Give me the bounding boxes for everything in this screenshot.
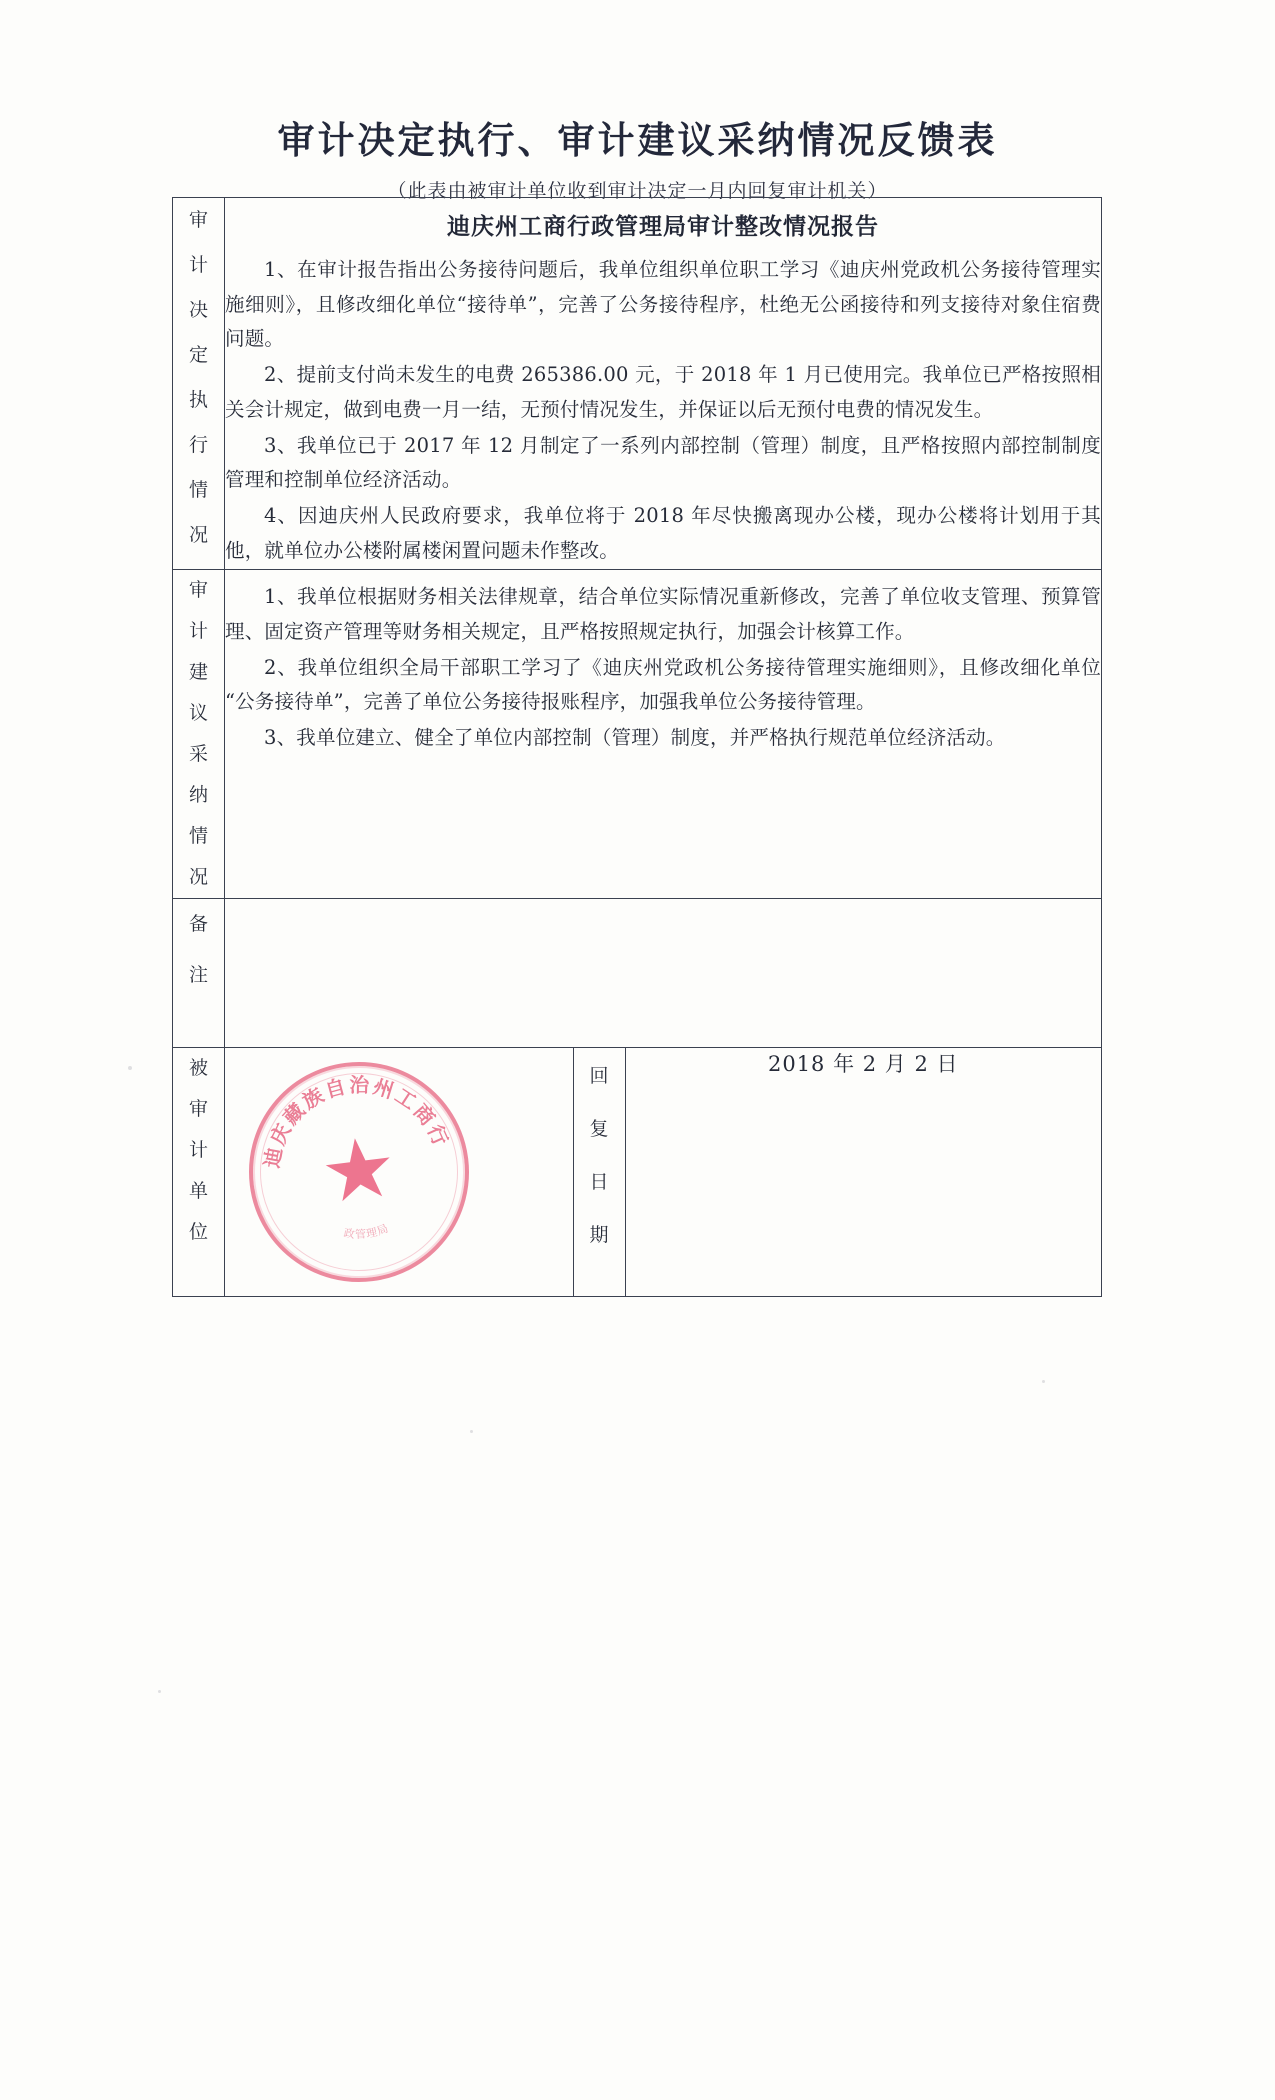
reply-date-label: [573, 1048, 625, 1296]
vertical-label-stack: [574, 1048, 625, 1260]
red-star-icon: [322, 1135, 396, 1209]
paragraph: 3、我单位建立、健全了单位内部控制（管理）制度，并严格执行规范单位经济活动。: [264, 726, 1006, 750]
label-char: 况: [188, 866, 208, 889]
table-row-remarks: [173, 899, 1102, 1048]
table-row-audited-unit: [173, 1048, 1102, 1297]
report-heading: 迪庆州工商行政管理局审计整改情况报告: [447, 213, 879, 240]
vertical-label-stack: [173, 1048, 224, 1253]
label-char: 计: [188, 620, 208, 643]
row-label-audit-suggestion-adoption: [173, 570, 225, 899]
label-char: 情: [188, 479, 208, 501]
scan-speck: [1042, 1380, 1045, 1383]
title-block: [0, 118, 1275, 203]
cell-audit-decision-execution-content: [225, 198, 1102, 570]
vertical-label-stack: [173, 198, 224, 558]
label-char: 审: [188, 209, 208, 231]
label-char: 议: [188, 702, 208, 725]
label-char: 位: [188, 1221, 208, 1244]
label-char: 复: [589, 1118, 609, 1141]
label-char: 计: [188, 1139, 208, 1162]
reply-date-value[interactable]: 2018 年 2 月 2 日: [767, 1052, 959, 1077]
scan-speck: [158, 1690, 161, 1693]
seal-bottom-text-svg: [241, 1054, 477, 1290]
label-char: 行: [188, 434, 208, 456]
table-row-audit-decision-execution: [173, 198, 1102, 570]
row-label-remarks: [173, 899, 225, 1048]
table-row-audit-suggestion-adoption: [173, 570, 1102, 899]
label-char: 纳: [188, 784, 208, 807]
label-char: 情: [188, 825, 208, 848]
label-char: 采: [188, 743, 208, 766]
cell-signature-area: [225, 1048, 1102, 1297]
cell-remarks-content[interactable]: [225, 899, 1102, 1048]
cell-audit-suggestion-adoption-content: [225, 570, 1102, 899]
feedback-form-table: [172, 197, 1102, 1297]
label-char: 定: [188, 344, 208, 366]
vertical-label-stack: [173, 570, 224, 898]
label-char: 审: [188, 579, 208, 602]
label-char: 建: [188, 661, 208, 684]
label-char: 决: [188, 299, 208, 321]
label-char: 注: [188, 964, 208, 987]
scan-speck: [128, 1066, 132, 1070]
paragraph: 1、我单位根据财务相关法律规章，结合单位实际情况重新修改，完善了单位收支管理、预算管理、固定资产管理等财务相关规定，且严格按照规定执行，加强会计核算工作。: [225, 585, 1101, 644]
seal-arc-text: 迪庆藏族自治州工商行: [259, 1073, 454, 1170]
label-char: 审: [188, 1098, 208, 1121]
label-char: 况: [188, 524, 208, 546]
paragraph: 3、我单位已于 2017 年 12 月制定了一系列内部控制（管理）制度，且严格按照内部控制制度管理和控制单位经济活动。: [225, 433, 1101, 492]
vertical-label-stack: [173, 899, 224, 1001]
label-char: 单: [188, 1180, 208, 1203]
label-char: 期: [589, 1224, 609, 1247]
page-subtitle: （此表由被审计单位收到审计决定一月内回复审计机关）: [387, 180, 888, 203]
page-title: 审计决定执行、审计建议采纳情况反馈表: [277, 118, 998, 162]
official-seal-cell: [225, 1048, 573, 1296]
label-char: 回: [589, 1065, 609, 1088]
label-char: 执: [188, 389, 208, 411]
paragraph: 2、我单位组织全局干部职工学习了《迪庆州党政机公务接待管理实施细则》，且修改细化单位“公务接待单”，完善了单位公务接待报账程序，加强我单位公务接待管理。: [225, 655, 1101, 714]
label-char: 被: [188, 1057, 208, 1080]
paragraph: 1、在审计报告指出公务接待问题后，我单位组织单位职工学习《迪庆州党政机公务接待管理实施细则》，且修改细化单位“接待单”，完善了公务接待程序，杜绝无公函接待和列支接待对象住宿费问题。: [225, 258, 1101, 351]
label-char: 备: [188, 913, 208, 936]
scan-speck: [470, 1430, 473, 1433]
paragraph: 4、因迪庆州人民政府要求，我单位将于 2018 年尽快搬离现办公楼，现办公楼将计划用于其他，就单位办公楼附属楼闲置问题未作整改。: [225, 503, 1101, 562]
row-label-audited-unit: [173, 1048, 225, 1297]
seal-bottom-text: 政管理局: [342, 1221, 392, 1242]
row-label-audit-decision-execution: [173, 198, 225, 570]
label-char: 计: [188, 254, 208, 276]
label-char: 日: [589, 1171, 609, 1194]
paragraph: 2、提前支付尚未发生的电费 265386.00 元，于 2018 年 1 月已使用完。我单位已严格按照相关会计规定，做到电费一月一结，无预付情况发生，并保证以后无预付电费的情况发生。: [225, 363, 1101, 421]
official-seal-stamp: [236, 1050, 481, 1295]
